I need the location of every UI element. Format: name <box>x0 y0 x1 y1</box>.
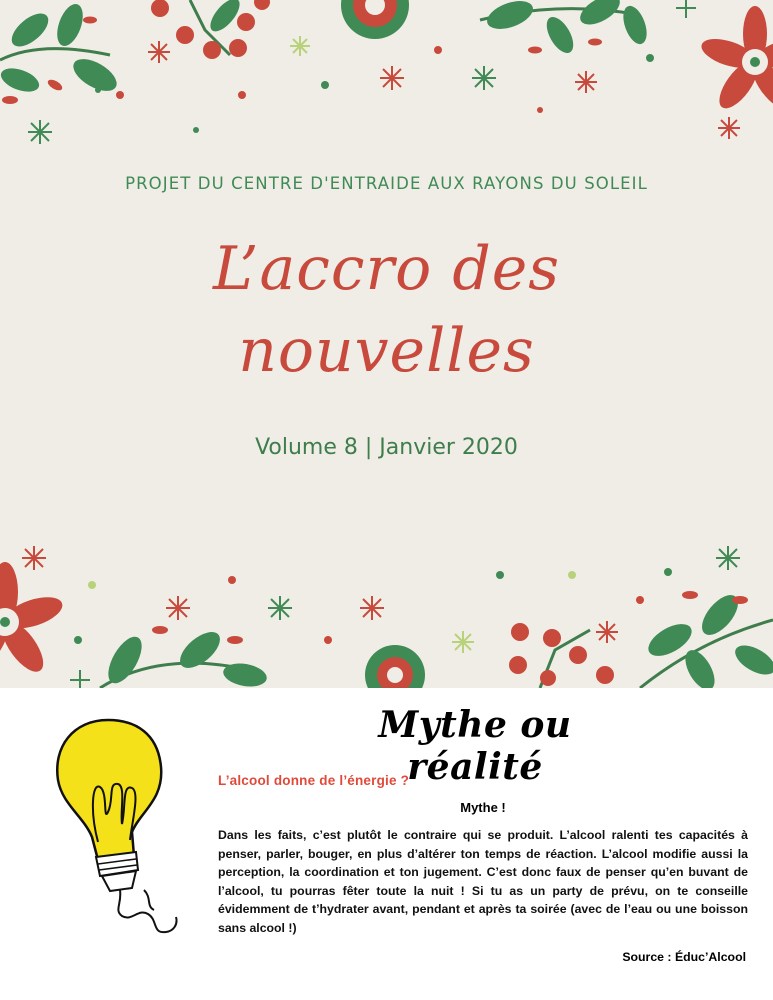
title-line-1: L’accro des <box>212 234 561 304</box>
title-line-2: nouvelles <box>238 316 535 386</box>
myth-answer: Mythe ! <box>460 800 506 815</box>
volume-date: Volume 8 | Janvier 2020 <box>255 435 518 460</box>
myth-question: L’alcool donne de l’énergie ? <box>218 773 410 788</box>
newsletter-title <box>0 228 773 392</box>
lightbulb-icon <box>48 712 188 942</box>
project-subtitle: PROJET DU CENTRE D'ENTRAIDE AUX RAYONS DU SOLEIL <box>125 174 648 193</box>
explanation-paragraph: Dans les faits, c’est plutôt le contraire qui se produit. L’alcool ralenti tes capacités à penser, parler, bouger, en plus d’altérer ton temps de réaction. L’alcool modifie aussi la perception, la coordination et ton jugement. C’est donc faux de penser qu’en buvant de l’alcool, tu pourras fêter toute la nuit ! Si tu as un party de prévu, on te conseille évidemment de t’hydrater avant, pendant et après ta soirée (avec de l’eau ou une boisson sans alcool !) <box>218 828 748 935</box>
source-credit: Source : Éduc’Alcool <box>622 950 746 964</box>
section-heading: Mythe ou réalité <box>378 704 572 788</box>
